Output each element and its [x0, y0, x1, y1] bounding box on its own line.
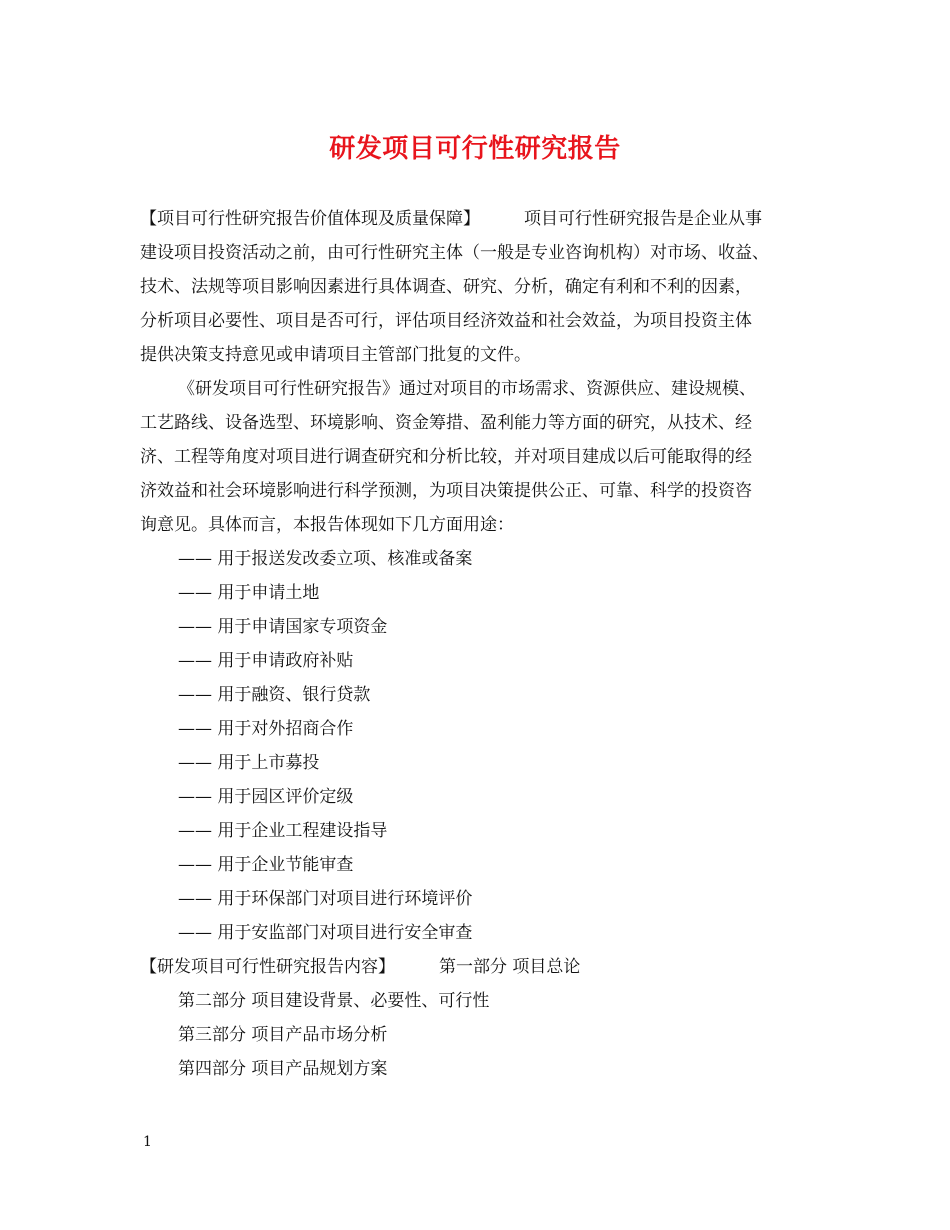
para2-line: 济效益和社会环境影响进行科学预测，为项目决策提供公正、可靠、科学的投资咨 [140, 481, 752, 501]
para2-line: 《研发项目可行性研究报告》通过对项目的市场需求、资源供应、建设规模、 [178, 379, 756, 399]
intro-line: 提供决策支持意见或申请项目主管部门批复的文件。 [140, 345, 531, 365]
intro-line: 分析项目必要性、项目是否可行，评估项目经济效益和社会效益，为项目投资主体 [140, 311, 752, 331]
use-list-item: —— 用于企业工程建设指导 [178, 821, 388, 841]
page-number: 1 [143, 1134, 152, 1150]
use-list-item: —— 用于报送发改委立项、核准或备案 [178, 549, 473, 569]
use-list-item: —— 用于环保部门对项目进行环境评价 [178, 889, 473, 909]
contents-item: 第三部分 项目产品市场分析 [178, 1025, 388, 1045]
contents-item: 第二部分 项目建设背景、必要性、可行性 [178, 991, 490, 1011]
use-list-item: —— 用于企业节能审查 [178, 855, 354, 875]
intro-line: 建设项目投资活动之前，由可行性研究主体（一般是专业咨询机构）对市场、收益、 [140, 243, 769, 263]
use-list-item: —— 用于园区评价定级 [178, 787, 354, 807]
intro-heading: 【项目可行性研究报告价值体现及质量保障】 [140, 209, 480, 229]
use-list-item: —— 用于申请政府补贴 [178, 651, 354, 671]
use-list-item: —— 用于上市募投 [178, 753, 320, 773]
para2-line: 济、工程等角度对项目进行调查研究和分析比较，并对项目建成以后可能取得的经 [140, 447, 752, 467]
contents-item: 第一部分 项目总论 [439, 957, 581, 977]
contents-item: 第四部分 项目产品规划方案 [178, 1059, 388, 1079]
use-list-item: —— 用于安监部门对项目进行安全审查 [178, 923, 473, 943]
contents-first-line [140, 955, 580, 979]
use-list-item: —— 用于对外招商合作 [178, 719, 354, 739]
use-list-item: —— 用于融资、银行贷款 [178, 685, 371, 705]
para2-line: 询意见。具体而言，本报告体现如下几方面用途： [140, 515, 514, 535]
use-list-item: —— 用于申请国家专项资金 [178, 617, 388, 637]
contents-heading: 【研发项目可行性研究报告内容】 [140, 957, 395, 977]
use-list-item: —— 用于申请土地 [178, 583, 320, 603]
intro-line: 项目可行性研究报告是企业从事 [524, 209, 762, 229]
document-title: 研发项目可行性研究报告 [329, 134, 621, 164]
para2-line: 工艺路线、设备选型、环境影响、资金筹措、盈利能力等方面的研究，从技术、经 [140, 413, 752, 433]
intro-line: 技术、法规等项目影响因素进行具体调查、研究、分析，确定有利和不利的因素， [140, 277, 752, 297]
intro-first-line [140, 207, 762, 231]
